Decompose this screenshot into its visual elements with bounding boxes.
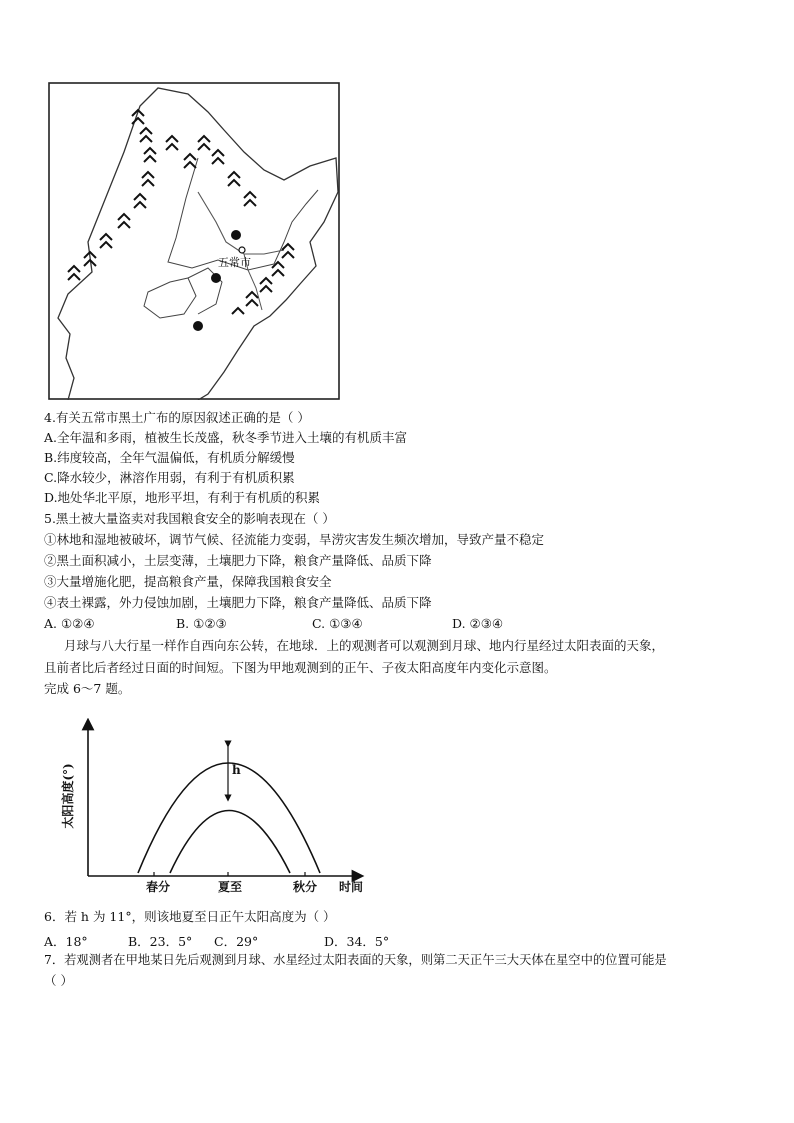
q4-option-b: B.纬度较高，全年气温偏低，有机质分解缓慢: [44, 450, 295, 465]
city-dot-3: [193, 321, 203, 331]
q7-stem-line-1: 7．若观测者在甲地某日先后观测到月球、水星经过太阳表面的天象，则第二天正午三大天体在星空中的位置可能是: [44, 953, 667, 967]
q6-options: [44, 932, 764, 950]
q6-option-a: A．18°: [44, 934, 88, 949]
sun-altitude-chart: [58, 718, 378, 896]
q6-option-d: D．34．5°: [324, 934, 390, 949]
q6-option-b: B．23．5°: [128, 934, 193, 949]
q5-option-d: D. ②③④: [452, 616, 504, 631]
q5-item-1: ①林地和湿地被破坏，调节气候、径流能力变弱，旱涝灾害发生频次增加，导致产量不稳定: [44, 532, 545, 547]
map-frame: [49, 83, 339, 399]
passage-line-2: 且前者比后者经过日面的时间短。下图为甲地观测到的正午、子夜太阳高度年内变化示意图。: [44, 660, 557, 675]
y-axis-label: 太阳高度(°): [61, 763, 75, 829]
city-dot-wuchang: [239, 247, 245, 253]
x-tick-label-chunfen: 春分: [145, 880, 171, 894]
midnight-altitude-curve: [170, 811, 290, 874]
noon-altitude-curve: [138, 763, 320, 873]
h-label: h: [232, 763, 241, 777]
q5-option-b: B. ①②③: [176, 616, 227, 631]
q5-stem: 5.黑土被大量盗卖对我国粮食安全的影响表现在（ ）: [44, 511, 335, 526]
q6-stem: 6．若 h 为 11°，则该地夏至日正午太阳高度为（ ）: [44, 909, 336, 924]
x-axis-label: 时间: [338, 880, 364, 894]
x-tick-label-xiazhi: 夏至: [217, 880, 243, 894]
q4-stem: 4.有关五常市黑土广布的原因叙述正确的是（ ）: [44, 410, 310, 425]
x-tick-label-qiufen: 秋分: [292, 880, 318, 894]
q5-item-3: ③大量增施化肥，提高粮食产量，保障我国粮食安全: [44, 574, 332, 589]
passage-line-3: 完成 6～7 题。: [44, 681, 131, 696]
q5-option-a: A. ①②④: [44, 616, 95, 631]
city-dot-2: [211, 273, 221, 283]
q4-option-d: D.地处华北平原，地形平坦，有利于有机质的积累: [44, 490, 321, 505]
q5-option-c: C. ①③④: [312, 616, 363, 631]
city-dot-1: [231, 230, 241, 240]
heilongjiang-map: [48, 82, 340, 400]
passage-line-1: 月球与八大行星一样作自西向东公转，在地球．上的观测者可以观测到月球、地内行星经过太阳表面的天象，: [64, 638, 665, 653]
q4-option-a: A.全年温和多雨，植被生长茂盛，秋冬季节进入土壤的有机质丰富: [44, 430, 408, 445]
q5-item-4: ④表土裸露，外力侵蚀加剧，土壤肥力下降，粮食产量降低、品质下降: [44, 595, 432, 610]
q5-item-2: ②黑土面积减小，土层变薄，土壤肥力下降，粮食产量降低、品质下降: [44, 553, 432, 568]
q7-stem-line-2: （ ）: [44, 973, 73, 988]
q6-option-c: C．29°: [214, 934, 259, 949]
city-label-wuchang: 五常市: [218, 256, 251, 269]
q4-option-c: C.降水较少，淋溶作用弱，有利于有机质积累: [44, 470, 295, 485]
